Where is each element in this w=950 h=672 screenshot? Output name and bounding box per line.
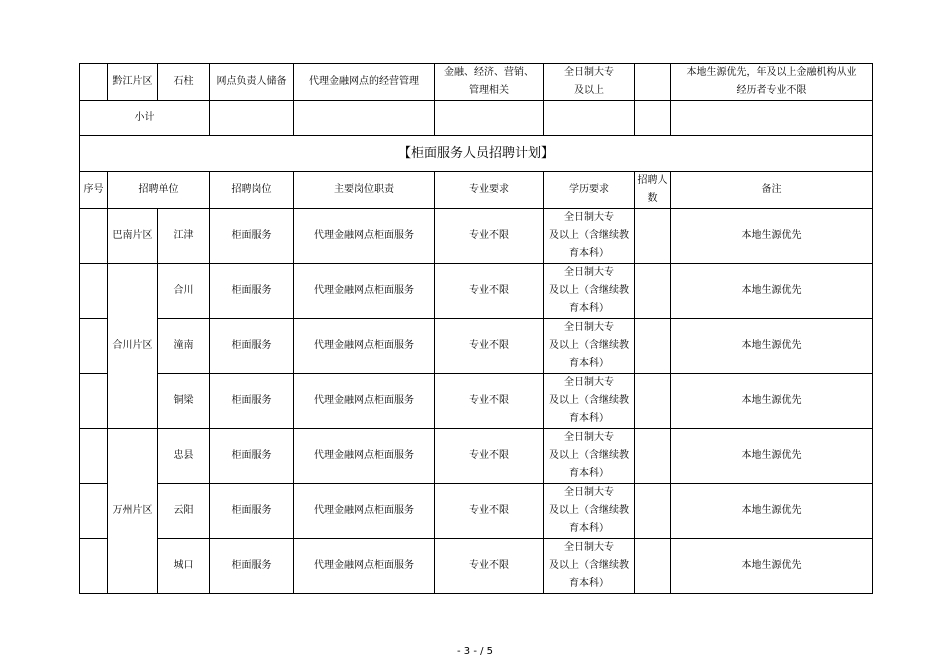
education-line: 育本科） [569, 523, 609, 534]
education-line: 及以上（含继续教 [549, 395, 629, 406]
major-cell: 专业不限 [435, 319, 544, 374]
duty-cell: 代理金融网点柜面服务 [294, 264, 435, 319]
duty-cell: 代理金融网点的经营管理 [294, 64, 435, 101]
position-cell: 网点负责人储备 [210, 64, 294, 101]
duty-cell: 代理金融网点柜面服务 [294, 374, 435, 429]
education-cell [544, 209, 635, 264]
header-position: 招聘岗位 [210, 172, 294, 209]
education-line: 全日制大专 [564, 542, 614, 553]
header-count-line: 招聘人 [637, 175, 668, 186]
subtotal-row [80, 101, 873, 136]
page-number: - 3 - / 5 [456, 646, 494, 657]
remark-cell [671, 64, 873, 101]
recruitment-table [79, 63, 873, 594]
education-line: 全日制大专 [564, 67, 614, 78]
major-cell: 专业不限 [435, 484, 544, 539]
seq-cell [80, 484, 108, 539]
remark-cell: 本地生源优先 [671, 484, 873, 539]
education-line: 及以上（含继续教 [549, 450, 629, 461]
count-cell [635, 64, 671, 101]
position-cell: 柜面服务 [210, 319, 294, 374]
header-unit: 招聘单位 [108, 172, 210, 209]
seq-cell [80, 209, 108, 264]
remark-cell: 本地生源优先 [671, 374, 873, 429]
header-count [635, 172, 671, 209]
education-line: 育本科） [569, 303, 609, 314]
header-education: 学历要求 [544, 172, 635, 209]
major-cell: 专业不限 [435, 539, 544, 594]
education-line: 育本科） [569, 248, 609, 259]
table-row [80, 64, 873, 101]
subtotal-label: 小计 [80, 101, 210, 136]
education-line: 育本科） [569, 413, 609, 424]
remark-cell: 本地生源优先 [671, 264, 873, 319]
branch-cell: 铜梁 [158, 374, 210, 429]
education-line: 及以上（含继续教 [549, 505, 629, 516]
education-line: 育本科） [569, 468, 609, 479]
table-row [80, 374, 873, 429]
remark-cell: 本地生源优先 [671, 539, 873, 594]
section-title: 【柜面服务人员招聘计划】 [80, 136, 873, 172]
education-line: 全日制大专 [564, 267, 614, 278]
table-row [80, 209, 873, 264]
major-line: 管理相关 [469, 85, 509, 96]
remark-line: 本地生源优先，年及以上金融机构从业 [686, 67, 857, 78]
duty-cell: 代理金融网点柜面服务 [294, 319, 435, 374]
education-cell [544, 429, 635, 484]
education-cell [544, 374, 635, 429]
seq-cell [80, 429, 108, 484]
duty-cell: 代理金融网点柜面服务 [294, 539, 435, 594]
major-line: 金融、经济、营销、 [444, 67, 534, 78]
remark-cell: 本地生源优先 [671, 319, 873, 374]
region-cell: 合川片区 [108, 264, 158, 429]
empty-cell [435, 101, 544, 136]
branch-cell: 云阳 [158, 484, 210, 539]
education-line: 及以上（含继续教 [549, 340, 629, 351]
branch-cell: 忠县 [158, 429, 210, 484]
header-duty: 主要岗位职责 [294, 172, 435, 209]
table-row [80, 319, 873, 374]
education-line: 全日制大专 [564, 487, 614, 498]
position-cell: 柜面服务 [210, 209, 294, 264]
count-cell [635, 209, 671, 264]
education-cell [544, 484, 635, 539]
education-cell [544, 64, 635, 101]
branch-cell: 江津 [158, 209, 210, 264]
education-line: 全日制大专 [564, 322, 614, 333]
education-cell [544, 319, 635, 374]
table-row [80, 539, 873, 594]
branch-cell: 石柱 [158, 64, 210, 101]
duty-cell: 代理金融网点柜面服务 [294, 484, 435, 539]
major-cell [435, 64, 544, 101]
duty-cell: 代理金融网点柜面服务 [294, 209, 435, 264]
position-cell: 柜面服务 [210, 539, 294, 594]
header-major: 专业要求 [435, 172, 544, 209]
table-row [80, 264, 873, 319]
education-line: 全日制大专 [564, 212, 614, 223]
count-cell [635, 319, 671, 374]
table-row [80, 429, 873, 484]
region-cell: 巴南片区 [108, 209, 158, 264]
region-cell: 黔江片区 [108, 64, 158, 101]
seq-cell [80, 64, 108, 101]
header-seq: 序号 [80, 172, 108, 209]
empty-cell [671, 101, 873, 136]
seq-cell [80, 374, 108, 429]
education-line: 及以上（含继续教 [549, 560, 629, 571]
empty-cell [635, 101, 671, 136]
position-cell: 柜面服务 [210, 264, 294, 319]
remark-cell: 本地生源优先 [671, 429, 873, 484]
seq-cell [80, 539, 108, 594]
branch-cell: 合川 [158, 264, 210, 319]
education-line: 育本科） [569, 578, 609, 589]
header-row [80, 172, 873, 209]
position-cell: 柜面服务 [210, 429, 294, 484]
seq-cell [80, 319, 108, 374]
education-cell [544, 264, 635, 319]
table-row [80, 484, 873, 539]
education-line: 全日制大专 [564, 377, 614, 388]
major-cell: 专业不限 [435, 374, 544, 429]
count-cell [635, 374, 671, 429]
duty-cell: 代理金融网点柜面服务 [294, 429, 435, 484]
count-cell [635, 484, 671, 539]
empty-cell [544, 101, 635, 136]
empty-cell [210, 101, 294, 136]
education-line: 及以上（含继续教 [549, 230, 629, 241]
major-cell: 专业不限 [435, 209, 544, 264]
remark-line: 经历者专业不限 [736, 85, 807, 96]
count-cell [635, 264, 671, 319]
position-cell: 柜面服务 [210, 374, 294, 429]
education-line: 及以上（含继续教 [549, 285, 629, 296]
region-cell: 万州片区 [108, 429, 158, 594]
section-title-row [80, 136, 873, 172]
count-cell [635, 539, 671, 594]
education-line: 全日制大专 [564, 432, 614, 443]
count-cell [635, 429, 671, 484]
position-cell: 柜面服务 [210, 484, 294, 539]
seq-cell [80, 264, 108, 319]
header-count-line: 数 [647, 193, 658, 204]
empty-cell [294, 101, 435, 136]
branch-cell: 潼南 [158, 319, 210, 374]
education-line: 及以上 [574, 85, 604, 96]
branch-cell: 城口 [158, 539, 210, 594]
education-line: 育本科） [569, 358, 609, 369]
header-remark: 备注 [671, 172, 873, 209]
major-cell: 专业不限 [435, 429, 544, 484]
remark-cell: 本地生源优先 [671, 209, 873, 264]
education-cell [544, 539, 635, 594]
major-cell: 专业不限 [435, 264, 544, 319]
